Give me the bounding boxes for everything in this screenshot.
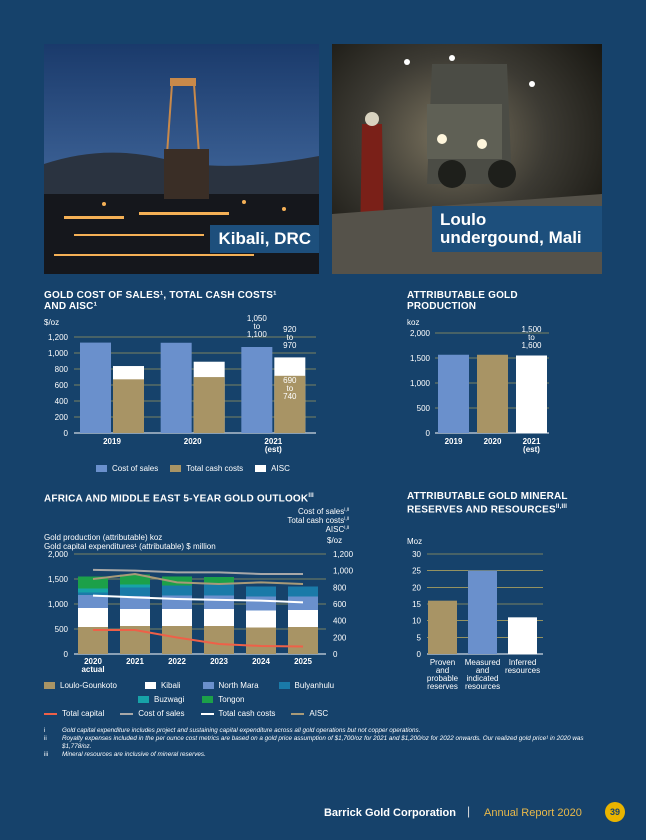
y-right-tick-label: 1,000: [333, 566, 354, 576]
legend-tcc-line: [201, 709, 276, 718]
attrib-prod-title: ATTRIBUTABLE GOLD PRODUCTION: [407, 290, 518, 312]
bar-loulo-gounkoto: [78, 627, 108, 654]
outlook-legend-row1: [44, 681, 364, 695]
footer-company: Barrick Gold Corporation: [323, 807, 456, 819]
legend-bulyanhulu-label: Bulyanhulu: [294, 681, 335, 690]
y-right-tick-label: 200: [333, 633, 347, 643]
legend-tongon-label: Tongon: [218, 695, 245, 704]
y-tick-label: 800: [54, 365, 68, 374]
loulo-caption: Loulo undergound, Mali: [432, 206, 602, 252]
bar-kibali: [288, 610, 318, 627]
y-right-tick-label: 0: [333, 650, 338, 659]
legend-cos-swatch: [96, 465, 107, 472]
bar-bulyanhulu: [246, 587, 276, 597]
bar-bulyanhulu: [162, 586, 192, 596]
legend-tongon-swatch: [202, 696, 213, 703]
outlook-left-label-1: Gold production (attributable) koz: [44, 533, 163, 542]
y-tick-label: 10: [412, 616, 421, 626]
bar-buzwagi: [120, 585, 150, 588]
bar-loulo-gounkoto: [246, 628, 276, 655]
y-left-tick-label: 1,500: [47, 575, 68, 584]
outlook-chart: [44, 506, 364, 678]
outlook-title-sup: III: [308, 493, 314, 499]
x-category-label: 2021 (est): [522, 437, 541, 454]
reserves-title: [407, 491, 597, 515]
footer-separator: |: [467, 804, 471, 818]
x-category-label: 2021 (est): [264, 437, 283, 454]
gold-costs-title: GOLD COST OF SALES¹, TOTAL CASH COSTS¹ AND AISC¹: [44, 290, 277, 312]
outlook-svg: [44, 506, 364, 678]
legend-kibali: [145, 681, 181, 690]
page-number: 39: [605, 802, 625, 822]
bar-buzwagi: [78, 589, 108, 593]
bar-bulyanhulu: [288, 587, 318, 597]
legend-loulo-label: Loulo-Gounkoto: [60, 681, 117, 690]
legend-aisc: [255, 464, 290, 473]
y-left-tick-label: 1,000: [47, 600, 68, 609]
bar-bulyanhulu: [120, 588, 150, 597]
footnote-3: [44, 751, 604, 759]
outlook-title-text: AFRICA AND MIDDLE EAST 5-YEAR GOLD OUTLOOK: [44, 493, 309, 505]
legend-loulo: [44, 681, 117, 690]
outlook-right-unit: $/oz: [327, 536, 343, 545]
y-tick-label: 20: [412, 583, 421, 593]
reserves-ylabel: Moz: [407, 537, 423, 546]
y-tick-label: 0: [425, 429, 430, 438]
footer-report: Annual Report 2020: [484, 807, 582, 819]
legend-northmara-swatch: [203, 682, 214, 689]
x-category-label: Measured and indicated resources: [464, 658, 501, 691]
footnote-1-num: i: [44, 727, 46, 734]
legend-aisc-line-swatch: [291, 713, 304, 715]
y-left-tick-label: 2,000: [47, 550, 68, 559]
outlook-right-label-1: Cost of sales$^{i,ii}$: [298, 507, 349, 516]
footnotes: [44, 727, 604, 759]
y-tick-label: 1,000: [409, 379, 430, 388]
outlook-right-label-2: Total cash costs$^{i,ii}$: [287, 516, 349, 525]
x-category-label: Inferred resources: [504, 658, 541, 675]
page-footer: [0, 798, 646, 830]
y-tick-label: 15: [412, 600, 421, 609]
y-tick-label: 1,000: [47, 349, 68, 358]
legend-capital-label: Total capital: [62, 709, 105, 718]
footnote-3-num: iii: [44, 751, 49, 758]
annotation-2021: 1,500 to 1,600: [521, 325, 542, 350]
bar-kibali: [246, 611, 276, 628]
bar-cost-of-sales: [241, 347, 272, 433]
bar-kibali: [78, 608, 108, 627]
legend-cos-label: Cost of sales: [112, 464, 159, 473]
outlook-left-label-2: Gold capital expenditures¹ (attributable) $ million: [44, 542, 216, 551]
legend-northmara-label: North Mara: [218, 681, 259, 690]
annotation-tcc-2021: 690 to 740: [283, 376, 297, 401]
x-category-label: 2023: [210, 657, 228, 666]
bar-bulyanhulu: [204, 585, 234, 596]
gold-costs-legend: [96, 464, 316, 478]
reserves-title-sup: II,III: [555, 504, 568, 510]
y-tick-label: 1,500: [409, 354, 430, 363]
legend-cos: [96, 464, 158, 473]
legend-northmara: [203, 681, 259, 690]
annotation-cos-2021: 1,050 to 1,100: [246, 314, 267, 339]
y-tick-label: 25: [412, 566, 421, 576]
x-category-label: Proven and probable reserves: [426, 658, 459, 691]
x-category-label: 2019: [103, 437, 121, 446]
x-category-label: 2020: [183, 437, 202, 446]
outlook-legend-row3: [44, 709, 364, 723]
y-left-tick-label: 0: [63, 650, 68, 659]
bar-north-mara: [162, 596, 192, 610]
bar-north-mara: [204, 596, 234, 610]
legend-bulyanhulu-swatch: [279, 682, 290, 689]
legend-tcc-label: Total cash costs: [186, 464, 244, 473]
legend-cos-line: [120, 709, 184, 718]
x-category-label: 2025: [294, 657, 312, 666]
legend-buzwagi-swatch: [138, 696, 149, 703]
y-right-tick-label: 400: [333, 616, 347, 626]
reserves-chart: [407, 536, 557, 706]
legend-cos-line-label: Cost of sales: [138, 709, 185, 718]
y-tick-label: 200: [54, 413, 68, 422]
bar-reserves: [508, 617, 537, 654]
bar-reserves: [428, 601, 457, 654]
bar-cost-of-sales: [80, 343, 111, 433]
bar-kibali: [120, 609, 150, 626]
x-category-label: 2021: [126, 657, 144, 666]
legend-tcc: [170, 464, 243, 473]
bar-kibali: [162, 609, 192, 626]
y-tick-label: 1,200: [47, 333, 68, 342]
attrib-prod-ylabel: koz: [407, 318, 420, 327]
outlook-legend: [44, 681, 364, 723]
x-category-label: 2019: [444, 437, 463, 446]
bar-north-mara: [288, 597, 318, 611]
bar-loulo-gounkoto: [288, 627, 318, 654]
legend-aisc-line-label: AISC: [309, 709, 329, 718]
legend-tcc-line-label: Total cash costs: [218, 709, 276, 718]
legend-capital: [44, 709, 104, 718]
legend-capital-line: [44, 713, 57, 715]
footnote-1-text: Gold capital expenditure includes project and sustaining capital expenditure across all gold operations but not copper operations.: [62, 727, 421, 734]
y-tick-label: 5: [416, 633, 421, 643]
footnote-2-text: Royalty expenses included in the per ounce cost metrics are based on a gold price assumption of $1,700/oz for 2021 and $1,200/oz for 2022 onwards. Our realized gold price¹ in 2020 was $1,778/oz.: [62, 735, 584, 750]
bar-cost-of-sales: [161, 343, 192, 433]
bar-total-cash-costs: [194, 377, 225, 433]
legend-kibali-label: Kibali: [160, 681, 181, 690]
kibali-photo: [44, 44, 319, 274]
kibali-caption: Kibali, DRC: [210, 225, 319, 253]
footnote-2: [44, 735, 604, 751]
y-tick-label: 30: [412, 550, 421, 559]
outlook-title: [44, 491, 364, 504]
bar-bulyanhulu: [78, 593, 108, 596]
legend-kibali-swatch: [145, 682, 156, 689]
y-tick-label: 400: [54, 397, 68, 406]
gold-costs-chart: [44, 315, 324, 485]
legend-aisc-line: [291, 709, 328, 718]
footnote-3-text: Mineral resources are inclusive of mineral reserves.: [62, 751, 206, 758]
outlook-legend-row2: [44, 695, 364, 709]
gold-costs-svg: [44, 315, 324, 485]
bar-loulo-gounkoto: [204, 626, 234, 654]
x-category-label: 2020 actual: [81, 657, 105, 674]
footnote-2-num: ii: [44, 735, 47, 742]
y-left-tick-label: 500: [54, 625, 68, 634]
x-category-label: 2020: [483, 437, 502, 446]
reserves-title-text: ATTRIBUTABLE GOLD MINERAL RESERVES AND RESOURCES: [407, 491, 568, 516]
y-tick-label: 500: [416, 404, 430, 413]
legend-tcc-line-swatch: [201, 713, 214, 715]
footnote-1: [44, 727, 604, 735]
outlook-right-label-3: $AISC^{i,ii}$: [325, 525, 349, 534]
y-right-tick-label: 800: [333, 583, 347, 593]
bar-production: [516, 356, 547, 434]
legend-aisc-label: AISC: [271, 464, 290, 473]
bar-kibali: [204, 609, 234, 626]
legend-buzwagi-label: Buzwagi: [154, 695, 185, 704]
x-category-label: 2024: [252, 657, 270, 666]
legend-bulyanhulu: [279, 681, 335, 690]
legend-aisc-swatch: [255, 465, 266, 472]
bar-reserves: [468, 571, 497, 654]
y-right-tick-label: 1,200: [333, 550, 354, 559]
bar-north-mara: [246, 597, 276, 611]
legend-buzwagi: [138, 695, 184, 704]
y-tick-label: 2,000: [409, 329, 430, 338]
legend-tongon: [202, 695, 244, 704]
reserves-svg: [407, 536, 557, 706]
bar-total-cash-costs: [113, 379, 144, 433]
loulo-photo: [332, 44, 602, 274]
gold-costs-ylabel: $/oz: [44, 318, 60, 327]
y-tick-label: 0: [416, 650, 421, 659]
legend-cos-line-swatch: [120, 713, 133, 715]
y-right-tick-label: 600: [333, 600, 347, 609]
legend-tcc-swatch: [170, 465, 181, 472]
attrib-prod-svg: [407, 315, 557, 465]
attrib-prod-chart: [407, 315, 557, 465]
bar-production: [477, 355, 508, 433]
y-tick-label: 600: [54, 381, 68, 390]
line-cost-of-sales: [93, 570, 303, 574]
x-category-label: 2022: [168, 657, 186, 666]
bar-production: [438, 355, 469, 433]
legend-loulo-swatch: [44, 682, 55, 689]
y-tick-label: 0: [63, 429, 68, 438]
annotation-aisc-2021: 920 to 970: [283, 325, 297, 350]
